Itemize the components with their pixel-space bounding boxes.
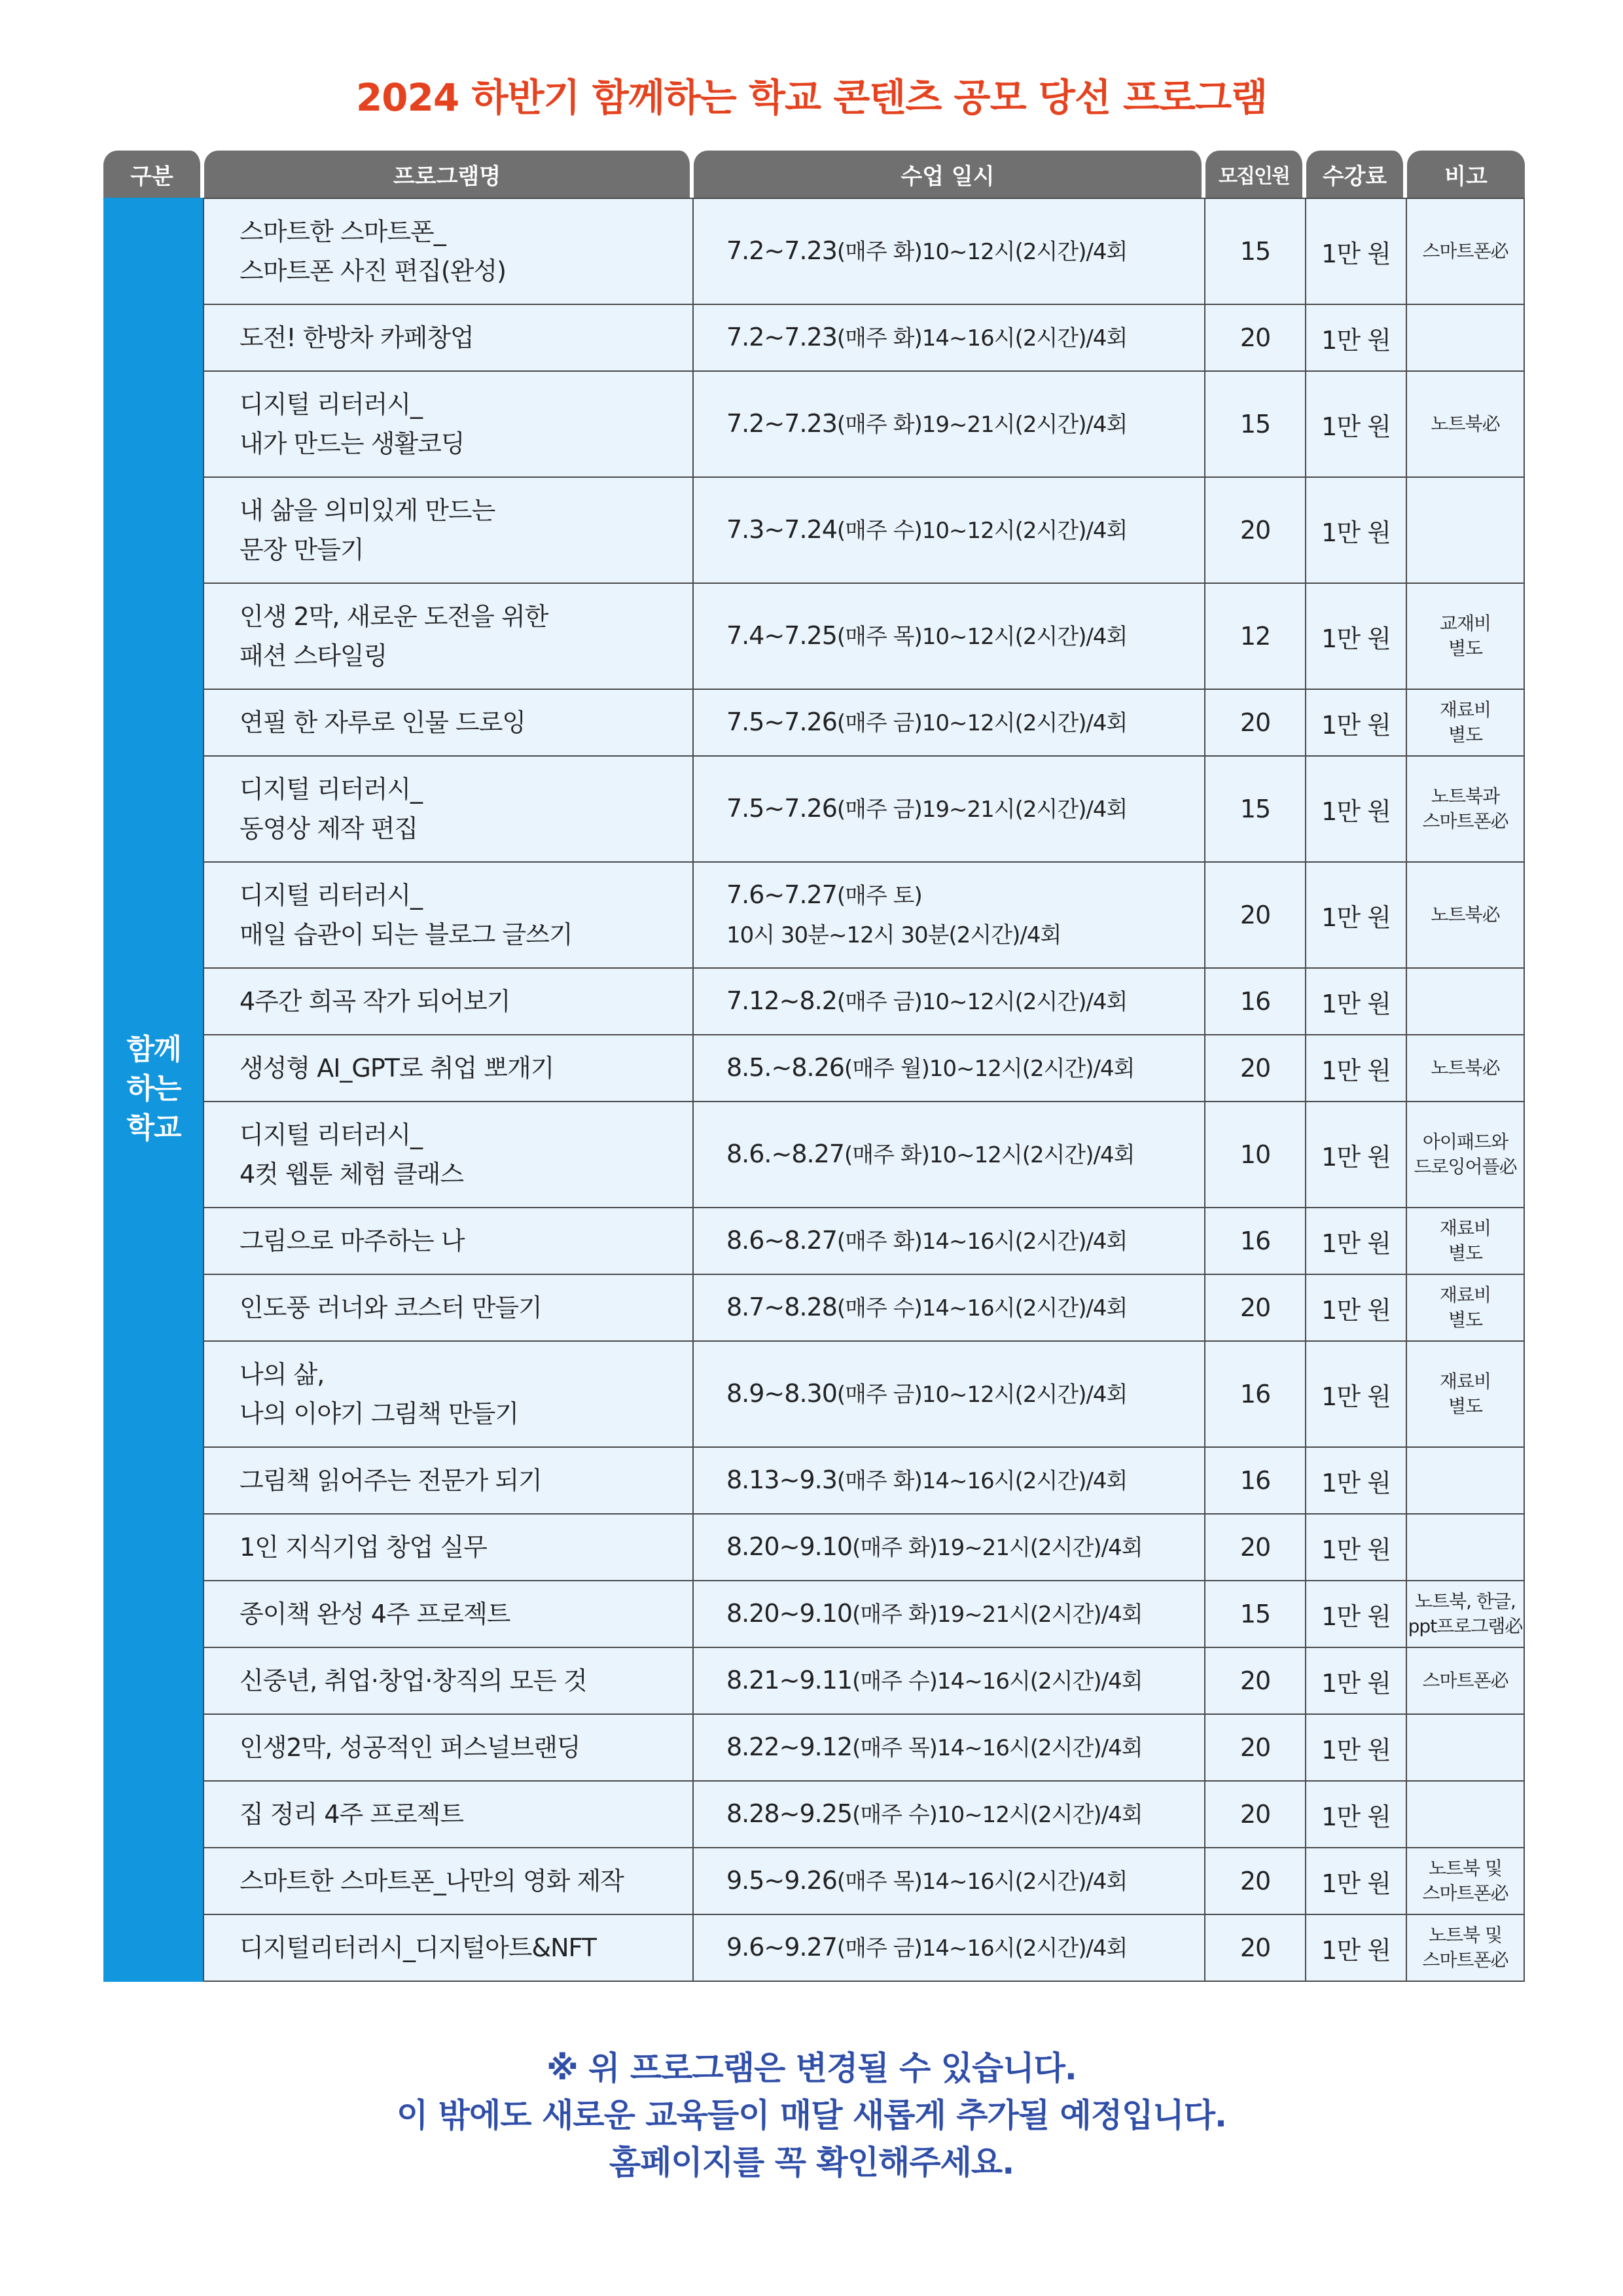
note-line: 별도 <box>1448 637 1483 659</box>
fee-cell: 1만 원 <box>1306 863 1407 969</box>
program-name-cell <box>204 1782 694 1848</box>
schedule-cell <box>694 969 1205 1035</box>
capacity-cell: 12 <box>1205 584 1306 690</box>
schedule-cell <box>694 1782 1205 1848</box>
capacity-cell: 20 <box>1205 1275 1306 1342</box>
schedule-cell <box>694 1208 1205 1275</box>
schedule-detail: (매주 금)14~16시(2시간)/4회 <box>836 1935 1128 1962</box>
note-line: 스마트폰必 <box>1422 240 1508 262</box>
program-name-cell <box>204 1848 694 1915</box>
schedule-detail: (매주 목)14~16시(2시간)/4회 <box>836 1869 1128 1895</box>
table-row <box>103 1515 1525 1581</box>
capacity-cell: 16 <box>1205 969 1306 1035</box>
table-row <box>103 1035 1525 1102</box>
program-name-line: 연필 한 자루로 인물 드로잉 <box>240 708 526 737</box>
note-cell <box>1407 305 1525 372</box>
note-line: 별도 <box>1448 724 1483 745</box>
program-name-cell <box>204 478 694 584</box>
program-name-cell <box>204 372 694 478</box>
program-table <box>103 151 1525 1982</box>
category-label-line: 함께 <box>126 1033 181 1066</box>
notice-line-2: 이 밖에도 새로운 교육들이 매달 새롭게 추가될 예정입니다. <box>396 2096 1227 2134</box>
note-cell <box>1407 690 1525 757</box>
fee-cell: 1만 원 <box>1306 1715 1407 1782</box>
program-name-line: 생성형 AI_GPT로 취업 뽀개기 <box>240 1054 554 1083</box>
table-row <box>103 1782 1525 1848</box>
schedule-cell <box>694 478 1205 584</box>
fee-cell: 1만 원 <box>1306 1208 1407 1275</box>
schedule-dates: 8.28~9.25 <box>726 1799 853 1828</box>
program-name-line: 디지털 리터러시_ <box>240 1121 423 1149</box>
note-cell <box>1407 1782 1525 1848</box>
note-line: 재료비 <box>1439 1284 1491 1306</box>
category-cell <box>103 198 204 1982</box>
table-row <box>103 1102 1525 1208</box>
table-row <box>103 690 1525 757</box>
capacity-cell: 15 <box>1205 372 1306 478</box>
program-name-line: 스마트한 스마트폰_ <box>240 217 446 246</box>
program-name-line: 그림책 읽어주는 전문가 되기 <box>240 1466 542 1495</box>
schedule-dates: 8.22~9.12 <box>726 1732 853 1761</box>
program-name-cell <box>204 1208 694 1275</box>
program-name-line: 스마트한 스마트폰_나만의 영화 제작 <box>240 1867 624 1895</box>
schedule-detail: (매주 금)10~12시(2시간)/4회 <box>836 710 1128 736</box>
note-line: 노트북 및 <box>1428 1924 1503 1946</box>
schedule-cell <box>694 1035 1205 1102</box>
schedule-cell <box>694 1448 1205 1515</box>
notice-line-1: ※ 위 프로그램은 변경될 수 있습니다. <box>546 2049 1077 2087</box>
schedule-dates: 7.5~7.26 <box>726 708 837 736</box>
schedule-dates: 8.5.~8.26 <box>726 1053 844 1082</box>
table-row <box>103 305 1525 372</box>
schedule-detail: (매주 화)19~21시(2시간)/4회 <box>852 1602 1143 1628</box>
program-name-line: 나의 이야기 그림책 만들기 <box>240 1399 519 1428</box>
schedule-detail: (매주 화)14~16시(2시간)/4회 <box>836 325 1128 351</box>
schedule-cell <box>694 1342 1205 1448</box>
capacity-cell: 10 <box>1205 1102 1306 1208</box>
schedule-cell <box>694 305 1205 372</box>
schedule-detail-line2: 10시 30분~12시 30분(2시간)/4회 <box>726 922 1061 948</box>
fee-cell: 1만 원 <box>1306 1448 1407 1515</box>
program-name-line: 내가 만드는 생활코딩 <box>240 429 465 458</box>
note-line: 별도 <box>1448 1395 1483 1417</box>
fee-cell: 1만 원 <box>1306 478 1407 584</box>
schedule-dates: 7.6~7.27 <box>726 880 837 909</box>
program-name-cell <box>204 690 694 757</box>
table-row <box>103 584 1525 690</box>
schedule-dates: 8.13~9.3 <box>726 1465 837 1494</box>
column-header-schedule: 수업 일시 <box>694 151 1205 198</box>
program-name-line: 1인 지식기업 창업 실무 <box>240 1533 487 1562</box>
note-line: 노트북과 <box>1431 785 1500 807</box>
note-cell <box>1407 1848 1525 1915</box>
table-header-row <box>103 151 1525 198</box>
note-cell <box>1407 1035 1525 1102</box>
fee-cell: 1만 원 <box>1306 969 1407 1035</box>
schedule-cell <box>694 1102 1205 1208</box>
capacity-cell: 16 <box>1205 1342 1306 1448</box>
note-cell <box>1407 757 1525 863</box>
schedule-dates: 8.6~8.27 <box>726 1226 837 1255</box>
capacity-cell: 20 <box>1205 1648 1306 1715</box>
schedule-detail: (매주 수)14~16시(2시간)/4회 <box>836 1295 1128 1321</box>
capacity-cell: 15 <box>1205 198 1306 305</box>
program-name-cell <box>204 1648 694 1715</box>
schedule-detail: (매주 금)10~12시(2시간)/4회 <box>836 1382 1128 1408</box>
capacity-cell: 16 <box>1205 1448 1306 1515</box>
program-name-line: 디지털 리터러시_ <box>240 390 423 419</box>
schedule-dates: 7.4~7.25 <box>726 621 837 650</box>
schedule-detail: (매주 화)14~16시(2시간)/4회 <box>836 1468 1128 1494</box>
fee-cell: 1만 원 <box>1306 584 1407 690</box>
note-cell <box>1407 372 1525 478</box>
program-name-cell <box>204 1342 694 1448</box>
program-name-line: 인생2막, 성공적인 퍼스널브랜딩 <box>240 1733 580 1762</box>
program-name-cell <box>204 1915 694 1982</box>
program-name-line: 스마트폰 사진 편집(완성) <box>240 257 506 285</box>
fee-cell: 1만 원 <box>1306 1915 1407 1982</box>
schedule-dates: 8.21~9.11 <box>726 1666 853 1695</box>
program-name-line: 도전! 한방차 카페창업 <box>240 323 474 352</box>
table-row <box>103 198 1525 305</box>
schedule-cell <box>694 863 1205 969</box>
program-name-line: 동영상 제작 편집 <box>240 814 418 843</box>
schedule-dates: 9.6~9.27 <box>726 1933 837 1962</box>
program-name-cell <box>204 305 694 372</box>
note-cell <box>1407 584 1525 690</box>
program-name-cell <box>204 1275 694 1342</box>
note-cell <box>1407 1581 1525 1648</box>
program-name-line: 그림으로 마주하는 나 <box>240 1227 465 1255</box>
program-name-cell <box>204 198 694 305</box>
program-name-line: 신중년, 취업·창업·창직의 모든 것 <box>240 1666 587 1695</box>
capacity-cell: 20 <box>1205 305 1306 372</box>
capacity-cell: 20 <box>1205 478 1306 584</box>
capacity-cell: 16 <box>1205 1208 1306 1275</box>
table-row <box>103 863 1525 969</box>
table-row <box>103 757 1525 863</box>
table-row <box>103 1848 1525 1915</box>
note-line: 별도 <box>1448 1309 1483 1331</box>
column-header-fee: 수강료 <box>1306 151 1407 198</box>
schedule-cell <box>694 757 1205 863</box>
schedule-cell <box>694 1581 1205 1648</box>
fee-cell: 1만 원 <box>1306 1581 1407 1648</box>
capacity-cell: 20 <box>1205 863 1306 969</box>
schedule-detail: (매주 화)19~21시(2시간)/4회 <box>852 1535 1143 1561</box>
program-name-cell <box>204 969 694 1035</box>
program-name-cell <box>204 863 694 969</box>
table-row <box>103 478 1525 584</box>
note-cell <box>1407 1275 1525 1342</box>
program-name-line: 문장 만들기 <box>240 535 364 564</box>
table-row <box>103 969 1525 1035</box>
note-cell <box>1407 1715 1525 1782</box>
schedule-dates: 9.5~9.26 <box>726 1866 837 1895</box>
note-line: 아이패드와 <box>1422 1131 1508 1153</box>
schedule-detail: (매주 목)10~12시(2시간)/4회 <box>836 624 1128 650</box>
capacity-cell: 20 <box>1205 1515 1306 1581</box>
program-name-line: 내 삶을 의미있게 만드는 <box>240 496 495 525</box>
note-cell <box>1407 1102 1525 1208</box>
note-line: 스마트폰必 <box>1422 810 1508 832</box>
note-cell <box>1407 969 1525 1035</box>
program-name-line: 인도풍 러너와 코스터 만들기 <box>240 1293 542 1322</box>
table-row <box>103 1715 1525 1782</box>
schedule-detail: (매주 수)10~12시(2시간)/4회 <box>836 518 1128 544</box>
schedule-cell <box>694 1515 1205 1581</box>
table-row <box>103 372 1525 478</box>
note-cell <box>1407 1342 1525 1448</box>
fee-cell: 1만 원 <box>1306 305 1407 372</box>
table-row <box>103 1275 1525 1342</box>
program-name-line: 디지털리터러시_디지털아트&NFT <box>240 1933 596 1962</box>
schedule-dates: 7.2~7.23 <box>726 323 837 351</box>
program-name-cell <box>204 757 694 863</box>
note-cell <box>1407 1515 1525 1581</box>
table-row <box>103 1448 1525 1515</box>
fee-cell: 1만 원 <box>1306 1648 1407 1715</box>
note-line: 드로잉어플必 <box>1414 1156 1517 1177</box>
capacity-cell: 20 <box>1205 1915 1306 1982</box>
note-line: 노트북, 한글, <box>1415 1590 1516 1612</box>
note-line: 노트북必 <box>1431 413 1500 435</box>
fee-cell: 1만 원 <box>1306 1515 1407 1581</box>
table-row <box>103 1915 1525 1982</box>
schedule-dates: 8.9~8.30 <box>726 1379 837 1408</box>
note-line: 재료비 <box>1439 1371 1491 1392</box>
note-line: ppt프로그램必 <box>1408 1615 1523 1637</box>
program-name-line: 4컷 웹툰 체험 클래스 <box>240 1160 464 1189</box>
fee-cell: 1만 원 <box>1306 1848 1407 1915</box>
program-name-line: 패션 스타일링 <box>240 641 387 670</box>
note-line: 재료비 <box>1439 699 1491 721</box>
note-cell <box>1407 1448 1525 1515</box>
column-header-note: 비고 <box>1407 151 1525 198</box>
program-name-cell <box>204 584 694 690</box>
category-label-line: 하는 <box>126 1072 181 1105</box>
capacity-cell: 20 <box>1205 1715 1306 1782</box>
program-name-line: 디지털 리터러시_ <box>240 881 423 910</box>
program-name-line: 매일 습관이 되는 블로그 글쓰기 <box>240 920 573 949</box>
schedule-cell <box>694 1848 1205 1915</box>
schedule-cell <box>694 372 1205 478</box>
note-line: 스마트폰必 <box>1422 1949 1508 1971</box>
program-name-line: 디지털 리터러시_ <box>240 775 423 804</box>
schedule-dates: 7.5~7.26 <box>726 794 837 823</box>
fee-cell: 1만 원 <box>1306 198 1407 305</box>
program-name-line: 집 정리 4주 프로젝트 <box>240 1800 464 1829</box>
fee-cell: 1만 원 <box>1306 1342 1407 1448</box>
table-row <box>103 1648 1525 1715</box>
schedule-dates: 8.7~8.28 <box>726 1293 837 1321</box>
fee-cell: 1만 원 <box>1306 757 1407 863</box>
schedule-dates: 7.12~8.2 <box>726 986 837 1015</box>
note-cell <box>1407 478 1525 584</box>
table-row <box>103 1342 1525 1448</box>
note-line: 스마트폰必 <box>1422 1882 1508 1904</box>
notice-line-3: 홈페이지를 꼭 확인해주세요. <box>609 2144 1014 2181</box>
schedule-dates: 8.6.~8.27 <box>726 1139 844 1168</box>
program-name-line: 종이책 완성 4주 프로젝트 <box>240 1600 510 1628</box>
schedule-dates: 8.20~9.10 <box>726 1532 853 1561</box>
table-row <box>103 1208 1525 1275</box>
column-header-category: 구분 <box>103 151 204 198</box>
capacity-cell: 20 <box>1205 1848 1306 1915</box>
schedule-cell <box>694 1915 1205 1982</box>
schedule-detail: (매주 토) <box>836 883 922 909</box>
note-line: 노트북必 <box>1431 904 1500 925</box>
column-header-capacity: 모집인원 <box>1205 151 1306 198</box>
schedule-detail: (매주 월)10~12시(2시간)/4회 <box>844 1056 1135 1082</box>
schedule-cell <box>694 690 1205 757</box>
schedule-detail: (매주 화)14~16시(2시간)/4회 <box>836 1229 1128 1255</box>
note-cell <box>1407 1915 1525 1982</box>
fee-cell: 1만 원 <box>1306 690 1407 757</box>
category-label-line: 학교 <box>126 1111 181 1145</box>
schedule-cell <box>694 1648 1205 1715</box>
schedule-detail: (매주 화)19~21시(2시간)/4회 <box>836 412 1128 438</box>
note-cell <box>1407 1208 1525 1275</box>
fee-cell: 1만 원 <box>1306 1275 1407 1342</box>
note-line: 노트북必 <box>1431 1057 1500 1079</box>
fee-cell: 1만 원 <box>1306 1035 1407 1102</box>
capacity-cell: 15 <box>1205 1581 1306 1648</box>
program-name-cell <box>204 1515 694 1581</box>
note-line: 재료비 <box>1439 1217 1491 1239</box>
page-title: 2024 하반기 함께하는 학교 콘텐츠 공모 당선 프로그램 <box>355 75 1268 120</box>
note-line: 노트북 및 <box>1428 1857 1503 1879</box>
note-cell <box>1407 863 1525 969</box>
program-name-cell <box>204 1581 694 1648</box>
program-name-cell <box>204 1102 694 1208</box>
program-name-line: 나의 삶, <box>240 1360 325 1389</box>
table-body <box>103 198 1525 1982</box>
schedule-dates: 7.2~7.23 <box>726 236 837 265</box>
schedule-dates: 7.3~7.24 <box>726 515 837 544</box>
program-name-cell <box>204 1715 694 1782</box>
schedule-detail: (매주 금)10~12시(2시간)/4회 <box>836 989 1128 1015</box>
program-name-line: 인생 2막, 새로운 도전을 위한 <box>240 602 548 631</box>
note-cell <box>1407 198 1525 305</box>
column-header-program-name: 프로그램명 <box>204 151 694 198</box>
schedule-detail: (매주 수)10~12시(2시간)/4회 <box>852 1802 1143 1828</box>
note-line: 교재비 <box>1439 613 1491 634</box>
note-line: 스마트폰必 <box>1422 1670 1508 1691</box>
schedule-detail: (매주 목)14~16시(2시간)/4회 <box>852 1735 1143 1761</box>
schedule-detail: (매주 수)14~16시(2시간)/4회 <box>852 1668 1143 1695</box>
fee-cell: 1만 원 <box>1306 1782 1407 1848</box>
note-cell <box>1407 1648 1525 1715</box>
capacity-cell: 20 <box>1205 1035 1306 1102</box>
schedule-cell <box>694 198 1205 305</box>
program-name-cell <box>204 1448 694 1515</box>
program-name-line: 4주간 희곡 작가 되어보기 <box>240 987 510 1016</box>
schedule-cell <box>694 1275 1205 1342</box>
schedule-cell <box>694 584 1205 690</box>
schedule-detail: (매주 화)10~12시(2시간)/4회 <box>836 239 1128 265</box>
schedule-cell <box>694 1715 1205 1782</box>
fee-cell: 1만 원 <box>1306 1102 1407 1208</box>
schedule-detail: (매주 금)19~21시(2시간)/4회 <box>836 797 1128 823</box>
capacity-cell: 20 <box>1205 1782 1306 1848</box>
table-row <box>103 1581 1525 1648</box>
note-line: 별도 <box>1448 1242 1483 1264</box>
program-name-cell <box>204 1035 694 1102</box>
capacity-cell: 20 <box>1205 690 1306 757</box>
schedule-dates: 7.2~7.23 <box>726 409 837 438</box>
schedule-detail: (매주 화)10~12시(2시간)/4회 <box>844 1142 1135 1168</box>
fee-cell: 1만 원 <box>1306 372 1407 478</box>
schedule-dates: 8.20~9.10 <box>726 1599 853 1628</box>
capacity-cell: 15 <box>1205 757 1306 863</box>
